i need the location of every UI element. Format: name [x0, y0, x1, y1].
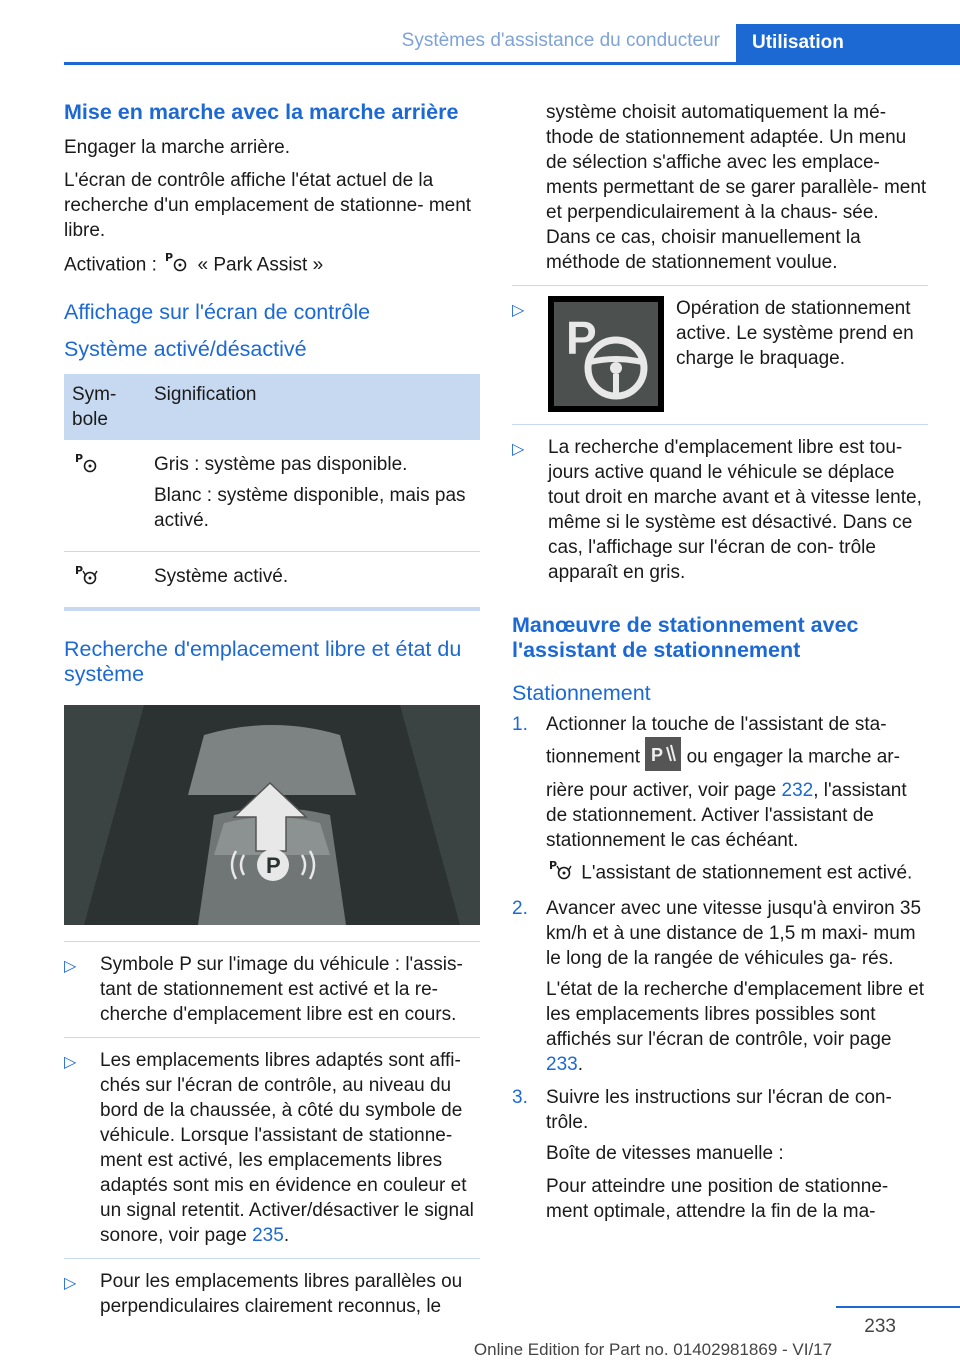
header-chapter-tab[interactable]: Utilisation: [736, 24, 960, 62]
park-assist-active-icon: [72, 564, 102, 591]
svg-text:P: P: [75, 564, 84, 577]
meaning-white: Blanc : système disponible, mais pas activé.: [154, 485, 466, 531]
meaning-active: Système activé.: [154, 566, 289, 587]
step-sub: [546, 859, 928, 888]
step-text: Avancer avec une vitesse jusqu'à environ 35 km/h et à une distance de 1,5 m maxi- mum le long de la rangée de véhicules ga- rés.: [546, 898, 922, 969]
header-meaning: Signification: [146, 374, 480, 440]
search-status-list: [64, 941, 480, 1329]
list-item: [512, 285, 928, 424]
heading-reverse-gear: Mise en marche avec la marche arrière: [64, 100, 459, 124]
svg-text:P: P: [651, 745, 664, 765]
heading-search-status: Recherche d'emplacement libre et état du système: [64, 637, 462, 686]
step-sub-text: L'état de la recherche d'emplacement libre et les emplacements libres possibles sont affichés sur l'écran de contrôle, voir page: [546, 979, 924, 1050]
park-assist-button-icon: [645, 737, 681, 778]
heading-parking: Stationnement: [512, 681, 651, 705]
step-text: Actionner la touche de l'assistant de sta- tionnement: [546, 714, 887, 768]
page-link-233[interactable]: 233: [546, 1054, 578, 1075]
svg-text:P: P: [165, 251, 174, 264]
activation-label: Activation :: [64, 254, 157, 276]
right-column: [512, 100, 928, 1232]
heading-parking-maneuver: Manœuvre de stationnement avec l'assistant de stationnement: [512, 613, 859, 662]
steering-icon-letter: P: [566, 312, 597, 364]
table-row: [64, 552, 480, 610]
symbol-table-header: [64, 374, 480, 440]
symbol-cell: [64, 552, 146, 610]
triangle-bullet-icon: ▷: [64, 1054, 77, 1071]
triangle-bullet-icon: ▷: [64, 958, 77, 975]
step-number: 2.: [512, 898, 528, 919]
bullet-text: Opération de stationnement active. Le système prend en charge le braquage.: [676, 298, 914, 369]
symbol-cell: [64, 440, 146, 552]
bullet-text: Les emplacements libres adaptés sont affi- chés sur l'écran de contrôle, au niveau du bord de la chaussée, à côté du symbole de véhicule. Lorsque l'assistant de stationne- ment est activé, les emplacements libres adaptés sont mis en évidence en couleur et un signal retentit. Activer/désactiver le signal sonore, voir page: [100, 1050, 474, 1246]
step-text: ou engager la marche ar- rière pour activer, voir page: [546, 746, 900, 801]
list-item: [512, 712, 928, 888]
step-sub: L'état de la recherche d'emplacement libre et les emplacements libres possibles sont affichés sur l'écran de contrôle, voir page 233.: [546, 979, 924, 1075]
svg-text:P: P: [549, 859, 558, 872]
svg-text:P: P: [75, 452, 84, 465]
footer-edition-text: Online Edition for Part no. 01402981869 - VI/17: [473, 1340, 833, 1359]
meaning-grey: Gris : système pas disponible.: [154, 454, 408, 475]
paragraph-activation: [64, 251, 480, 280]
step-sub-text: L'assistant de stationnement est activé.: [581, 862, 913, 884]
steering-p-icon: [548, 296, 664, 412]
list-item: ▷ Les emplacements libres adaptés sont affi- chés sur l'écran de contrôle, au niveau du bord de la chaussée, à côté du symbole de véhicule. Lorsque l'assistant de stationne- ment est activé, les emplacements libres adaptés sont mis en évidence en couleur et un signal retentit. Activer/désactiver le signal sonore, voir page 235.: [64, 1037, 480, 1258]
park-assist-icon: [162, 251, 192, 280]
list-item: [512, 896, 928, 1077]
image-p-symbol: P: [266, 853, 281, 878]
paragraph-continue: système choisit automatiquement la mé- thode de stationnement adaptée. Un menu de sélection s'affiche avec les emplace- ments permettant de se garer parallèle- ment et perpendiculairement à la chaus- sée. Dans ce cas, choisir manuellement la méthode de stationnement voulue.: [546, 102, 927, 273]
meaning-cell: [146, 552, 480, 610]
table-row: [64, 440, 480, 552]
meaning-cell: [146, 440, 480, 552]
parking-steps: [512, 712, 928, 1224]
list-item: [512, 1085, 928, 1224]
step-text: , l'assistant de stationnement. Activer l'assistant de stationnement le cas échéant.: [546, 780, 907, 851]
list-item: [64, 1258, 480, 1329]
parking-display-image: [64, 705, 480, 925]
footer-edition: [0, 1340, 960, 1360]
paragraph-engage: Engager la marche arrière.: [64, 137, 290, 158]
triangle-bullet-icon: ▷: [512, 302, 525, 319]
triangle-bullet-icon: ▷: [512, 441, 525, 458]
right-bullet-list: [512, 285, 928, 595]
header-symbol: Sym- bole: [64, 374, 146, 440]
step-number: 3.: [512, 1087, 528, 1108]
page-header: [64, 24, 960, 65]
page-link-235[interactable]: 235: [252, 1225, 284, 1246]
paragraph-screen-status: L'écran de contrôle affiche l'état actuel de la recherche d'un emplacement de stationne- ment libre.: [64, 170, 472, 241]
footer-rule: [836, 1306, 960, 1308]
page-link-232[interactable]: 232: [781, 780, 814, 801]
bullet-text: Symbole P sur l'image du véhicule : l'assis- tant de stationnement est activé et la re- cherche d'emplacement libre est en cours.: [100, 954, 463, 1025]
page-number: 233: [864, 1316, 896, 1337]
list-item: [64, 941, 480, 1037]
park-assist-active-icon: [546, 859, 576, 888]
step-number: 1.: [512, 714, 528, 735]
heading-control-display: Affichage sur l'écran de contrôle: [64, 300, 371, 324]
triangle-bullet-icon: ▷: [64, 1275, 77, 1292]
step-sub: Boîte de vitesses manuelle :: [546, 1143, 784, 1164]
bullet-text: La recherche d'emplacement libre est tou- jours active quand le véhicule se déplace tout droit en marche avant et à vitesse lente, même si le système est désactivé. Dans ce cas, l'affichage sur l'écran de con- trôle apparaît en gris.: [548, 437, 922, 583]
bullet-text: Pour les emplacements libres parallèles ou perpendiculaires clairement reconnus, le: [100, 1271, 463, 1317]
header-section-title: Systèmes d'assistance du conducteur: [401, 30, 720, 51]
symbol-table: [64, 374, 480, 611]
park-assist-grey-icon: [72, 452, 102, 479]
list-item: [512, 424, 928, 595]
heading-system-status: Système activé/désactivé: [64, 337, 307, 361]
step-text: Suivre les instructions sur l'écran de con- trôle.: [546, 1087, 892, 1133]
activation-value: « Park Assist »: [197, 254, 324, 276]
step-sub: Pour atteindre une position de stationne- ment optimale, attendre la fin de la ma-: [546, 1176, 889, 1222]
left-column: [64, 100, 480, 1329]
